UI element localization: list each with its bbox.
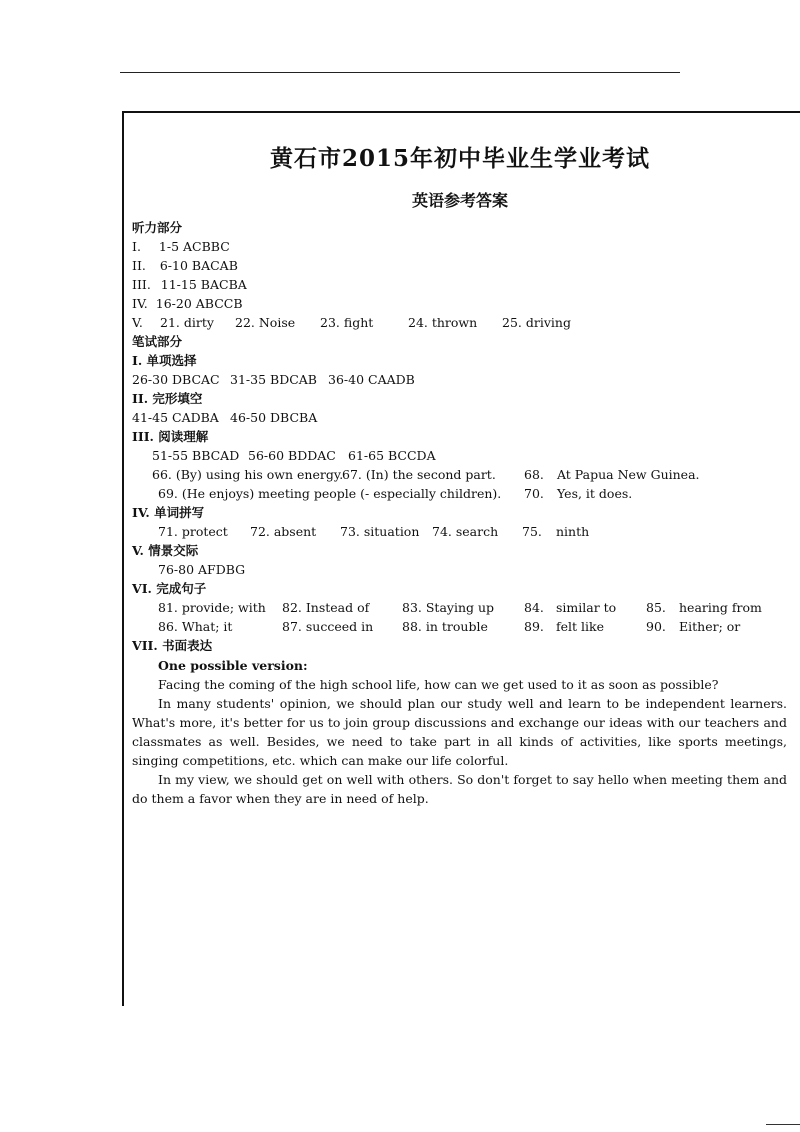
row-number: II.: [132, 258, 146, 273]
answer-23: 23. fight: [320, 315, 374, 330]
question-70-number: 70.: [524, 486, 544, 501]
section-5-heading: V. 情景交际: [132, 543, 199, 558]
answer-70: Yes, it does.: [557, 486, 633, 501]
answer-21: 21. dirty: [160, 315, 214, 330]
answer-69: 69. (He enjoys) meeting people (- especially children).: [158, 486, 502, 501]
answer-group: 61-65 BCCDA: [348, 448, 436, 463]
document-subtitle: 英语参考答案: [411, 191, 508, 210]
listening-row-1: [132, 239, 230, 255]
answer-group: 31-35 BDCAB: [230, 372, 317, 387]
answer-75: ninth: [556, 524, 590, 539]
essay-paragraph-3: In my view, we should get on well with others. So don't forget to say hello when meeting them and do them a favor when they are in need of help.: [132, 772, 787, 806]
question-85-number: 85.: [646, 600, 666, 615]
answer-71: 71. protect: [158, 524, 228, 539]
row-number: IV.: [132, 296, 148, 311]
answer-73: 73. situation: [340, 524, 420, 539]
section-5-answers: 76-80 AFDBG: [158, 562, 246, 577]
answer-82: 82. Instead of: [282, 600, 370, 615]
section-7-heading: VII. 书面表达: [132, 638, 213, 653]
section-3-heading: III. 阅读理解: [132, 429, 209, 444]
row-answers: 16-20 ABCCB: [155, 296, 243, 311]
answer-67: 67. (In) the second part.: [342, 467, 496, 482]
answer-22: 22. Noise: [235, 315, 296, 330]
answer-85: hearing from: [679, 600, 762, 615]
answer-group: 26-30 DBCAC: [132, 372, 220, 387]
question-89-number: 89.: [524, 619, 544, 634]
answer-group: 51-55 BBCAD: [152, 448, 240, 463]
answer-25: 25. driving: [502, 315, 571, 330]
answer-83: 83. Staying up: [402, 600, 495, 615]
listening-row-2: [132, 258, 238, 274]
listening-row-3: [132, 277, 247, 293]
question-68-number: 68.: [524, 467, 544, 482]
row-answers: 11-15 BACBA: [160, 277, 247, 292]
answer-68: At Papua New Guinea.: [557, 467, 700, 482]
answer-group: 46-50 DBCBA: [230, 410, 318, 425]
listening-row-4: [132, 296, 243, 312]
essay-paragraph-2: In many students' opinion, we should plan our study well and learn to be independent learners. What's more, it's better for us to join group discussions and exchange our ideas with our teachers and classmates as well. Besides, we need to take part in all kinds of activities, like sports meetings, singing competitions, etc. which can make our life colorful.: [132, 696, 787, 768]
row-number: V.: [132, 315, 143, 330]
answer-group: 41-45 CADBA: [132, 410, 219, 425]
answer-81: 81. provide; with: [158, 600, 266, 615]
row-answers: 1-5 ACBBC: [158, 239, 230, 254]
answer-72: 72. absent: [250, 524, 317, 539]
answer-66: 66. (By) using his own energy.: [152, 467, 344, 482]
answer-89: felt like: [556, 619, 604, 634]
answer-88: 88. in trouble: [402, 619, 488, 634]
bottom-corner-rule: [766, 1124, 800, 1125]
section-2-heading: II. 完形填空: [132, 391, 203, 406]
row-number: I.: [132, 239, 141, 254]
section-1-heading: I. 单项选择: [132, 353, 197, 368]
answer-group: 56-60 BDDAC: [248, 448, 336, 463]
top-rule: [120, 72, 680, 73]
answer-74: 74. search: [432, 524, 499, 539]
answer-group: 36-40 CAADB: [328, 372, 415, 387]
written-heading: 笔试部分: [132, 334, 183, 349]
row-number: III.: [132, 277, 151, 292]
answer-84: similar to: [556, 600, 617, 615]
writing-sample: [132, 656, 787, 808]
answer-87: 87. succeed in: [282, 619, 374, 634]
essay-paragraph-1: Facing the coming of the high school life, how can we get used to it as soon as possible?: [158, 677, 719, 692]
question-84-number: 84.: [524, 600, 544, 615]
answer-86: 86. What; it: [158, 619, 233, 634]
section-4-heading: IV. 单词拼写: [132, 505, 205, 520]
section-6-heading: VI. 完成句子: [132, 581, 207, 596]
row-answers: 6-10 BACAB: [159, 258, 238, 273]
answer-90: Either; or: [679, 619, 741, 634]
version-label: One possible version:: [158, 658, 308, 673]
listening-heading: 听力部分: [132, 220, 183, 235]
document-title: 黄石市2015年初中毕业生学业考试: [269, 145, 650, 172]
answer-24: 24. thrown: [408, 315, 478, 330]
question-90-number: 90.: [646, 619, 666, 634]
frame-top-border: [122, 111, 800, 113]
frame-left-border: [122, 111, 124, 1006]
question-75-number: 75.: [522, 524, 542, 539]
